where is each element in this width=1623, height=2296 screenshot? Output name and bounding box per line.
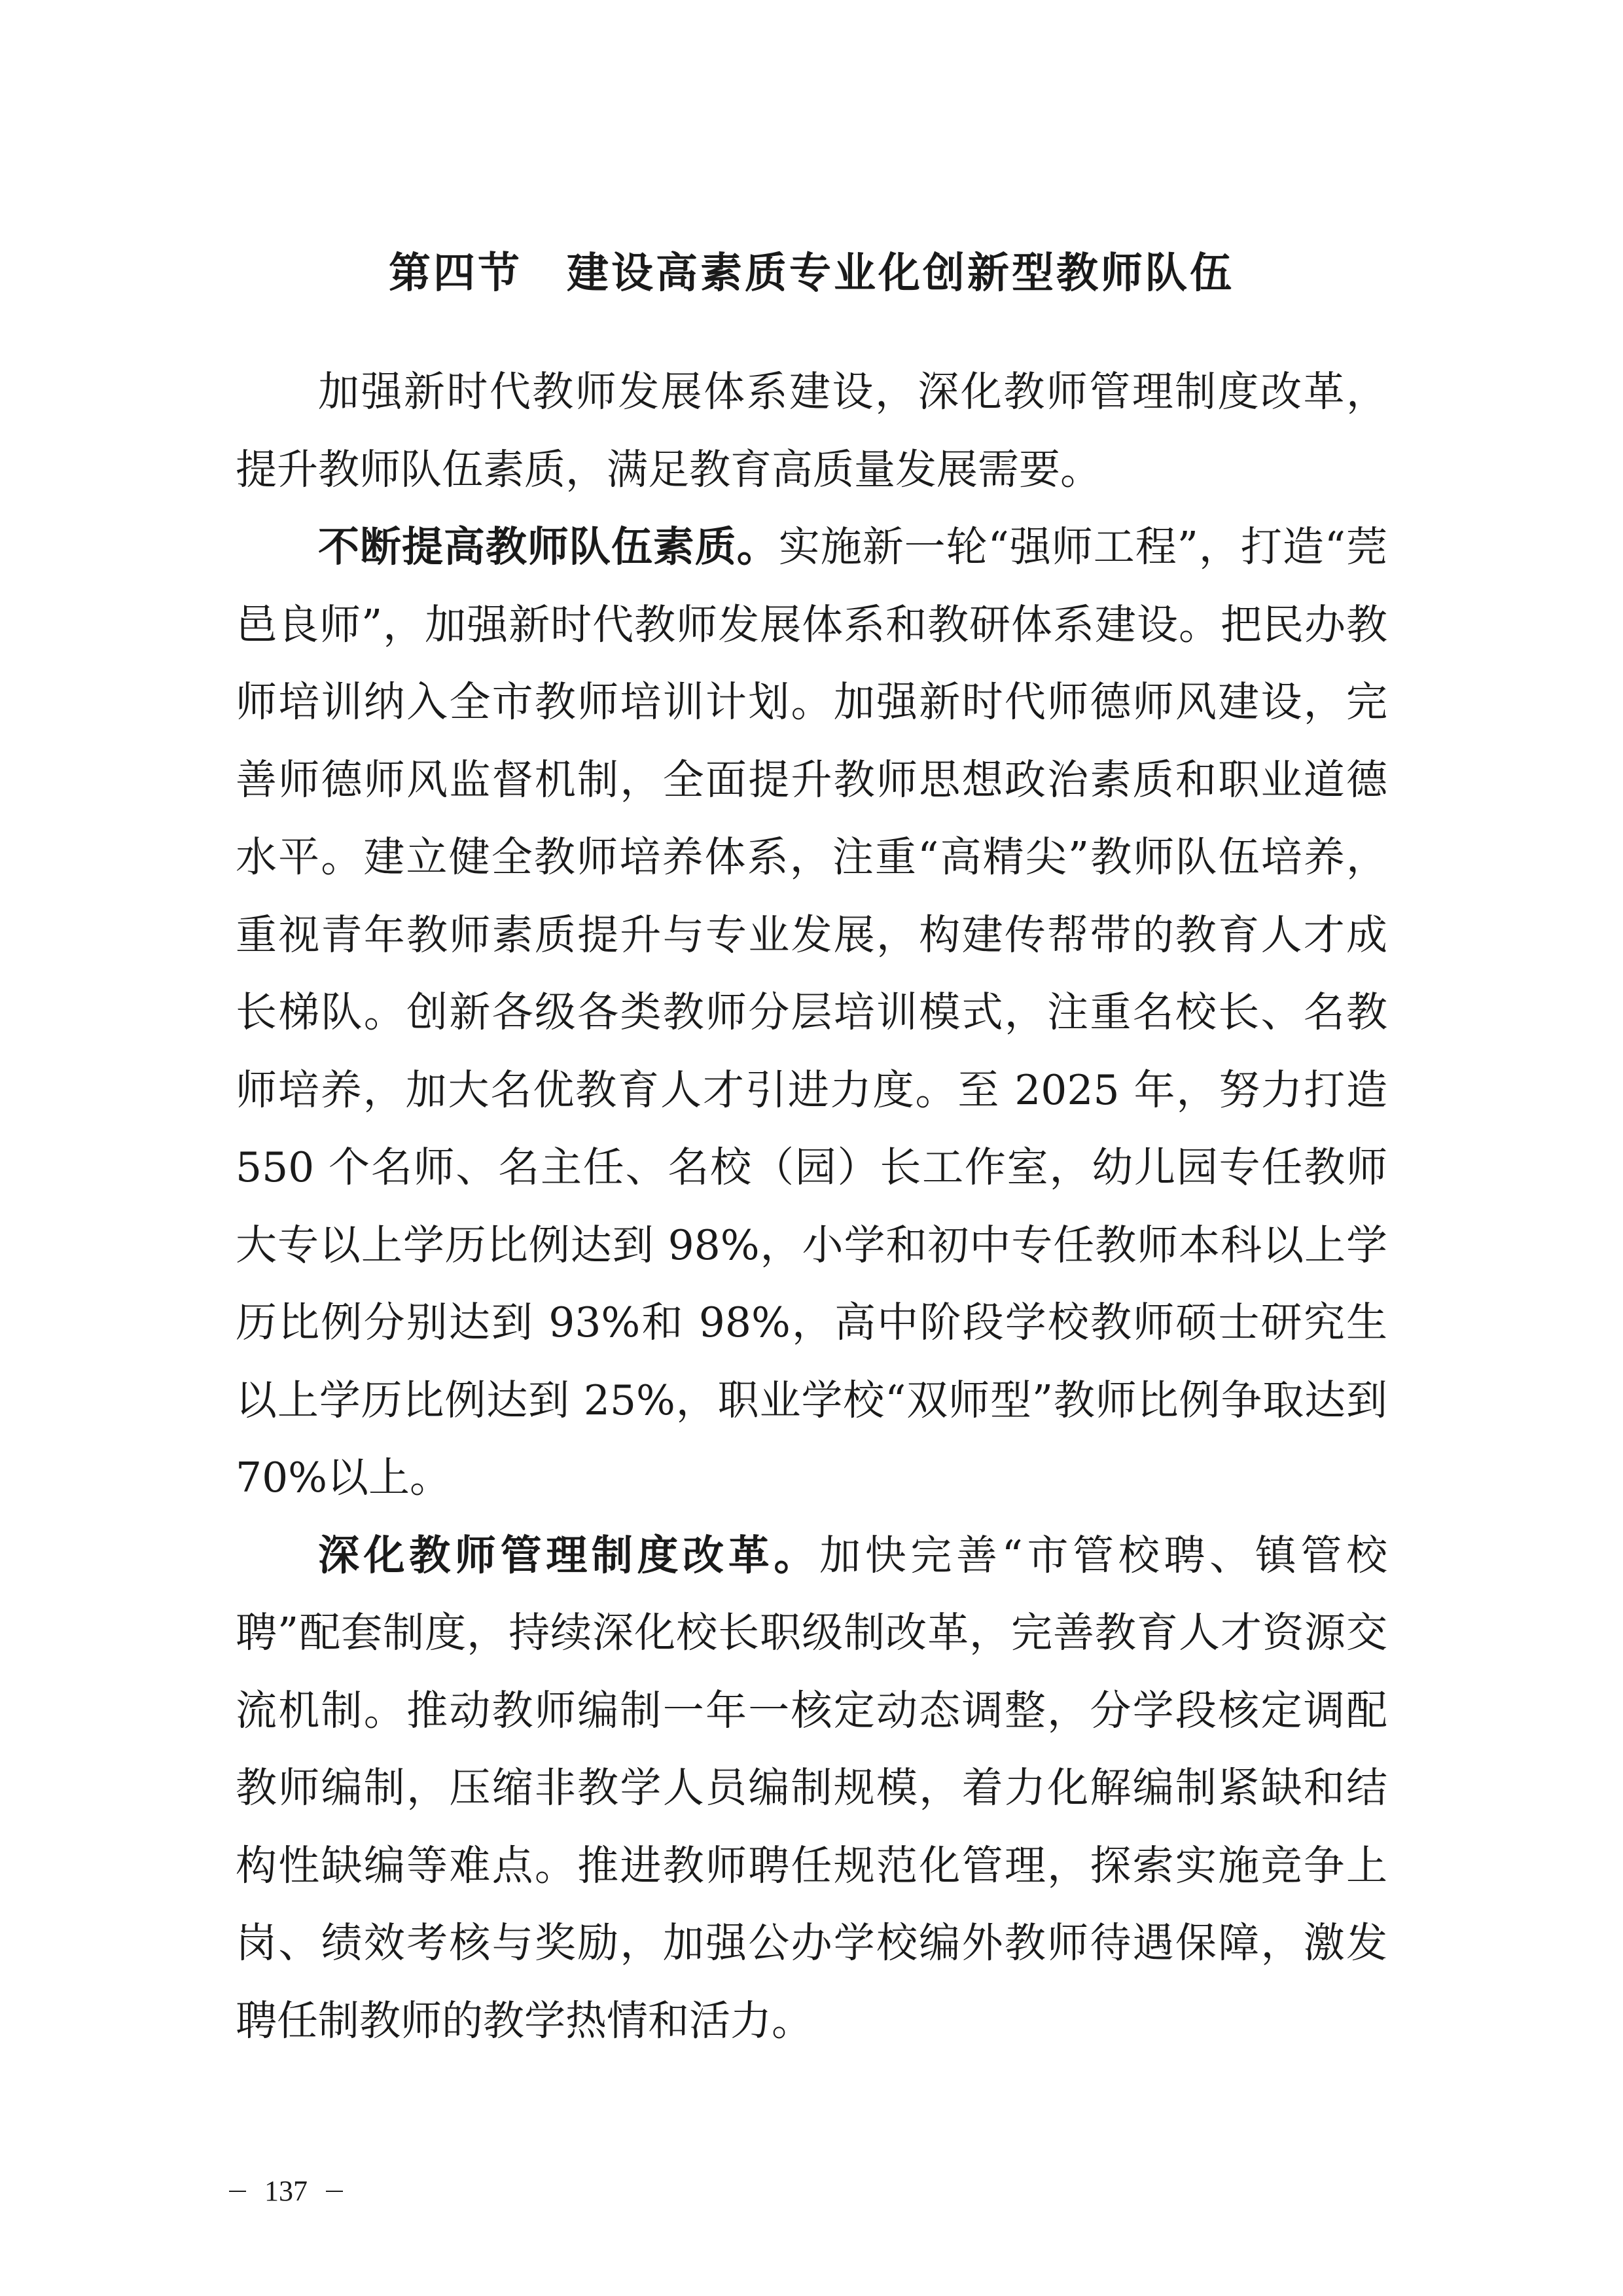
paragraph-lead: 不断提高教师队伍素质。	[318, 523, 779, 571]
page-number: 137	[264, 2175, 308, 2207]
teacher-quality-paragraph	[236, 509, 1387, 1517]
section-title: 第四节 建设高素质专业化创新型教师队伍	[389, 249, 1234, 298]
dash-right-icon	[326, 2191, 343, 2192]
paragraph-text: 加强新时代教师发展体系建设，深化教师管理制度改革，提升教师队伍素质，满足教育高质量发展需要。	[236, 368, 1387, 493]
paragraph-text: 加快完善“市管校聘、镇管校聘”配套制度，持续深化校长职级制改革，完善教育人才资源交流机制。推动教师编制一年一核定动态调整，分学段核定调配教师编制，压缩非教学人员编制规模，着力化解编制紧缺和结构性缺编等难点。推进教师聘任规范化管理，探索实施竞争上岗、绩效考核与奖励，加强公办学校编外教师待遇保障，激发聘任制教师的教学热情和活力。	[236, 1531, 1387, 2045]
dash-left-icon	[229, 2191, 246, 2192]
page-footer	[229, 2172, 343, 2211]
paragraph-text: 实施新一轮“强师工程”，打造“莞邑良师”，加强新时代教师发展体系和教研体系建设。把民办教师培训纳入全市教师培训计划。加强新时代师德师风建设，完善师德师风监督机制，全面提升教师思想政治素质和职业道德水平。建立健全教师培养体系，注重“高精尖”教师队伍培养，重视青年教师素质提升与专业发展，构建传帮带的教育人才成长梯队。创新各级各类教师分层培训模式，注重名校长、名教师培养，加大名优教育人才引进力度。至 2025 年，努力打造 550 个名师、名主任、名校（园）长工作室，幼儿园专任教师大专以上学历比例达到 98%，小学和初中专任教师本科以上学历比例分别达到 93%和 98%，高中阶段学校教师硕士研究生以上学历比例达到 25%，职业学校“双师型”教师比例争取达到 70%以上。	[236, 523, 1388, 1501]
body-text	[236, 353, 1387, 2060]
paragraph-lead: 深化教师管理制度改革。	[318, 1531, 820, 1579]
intro-paragraph	[236, 353, 1387, 509]
management-reform-paragraph	[236, 1517, 1387, 2060]
